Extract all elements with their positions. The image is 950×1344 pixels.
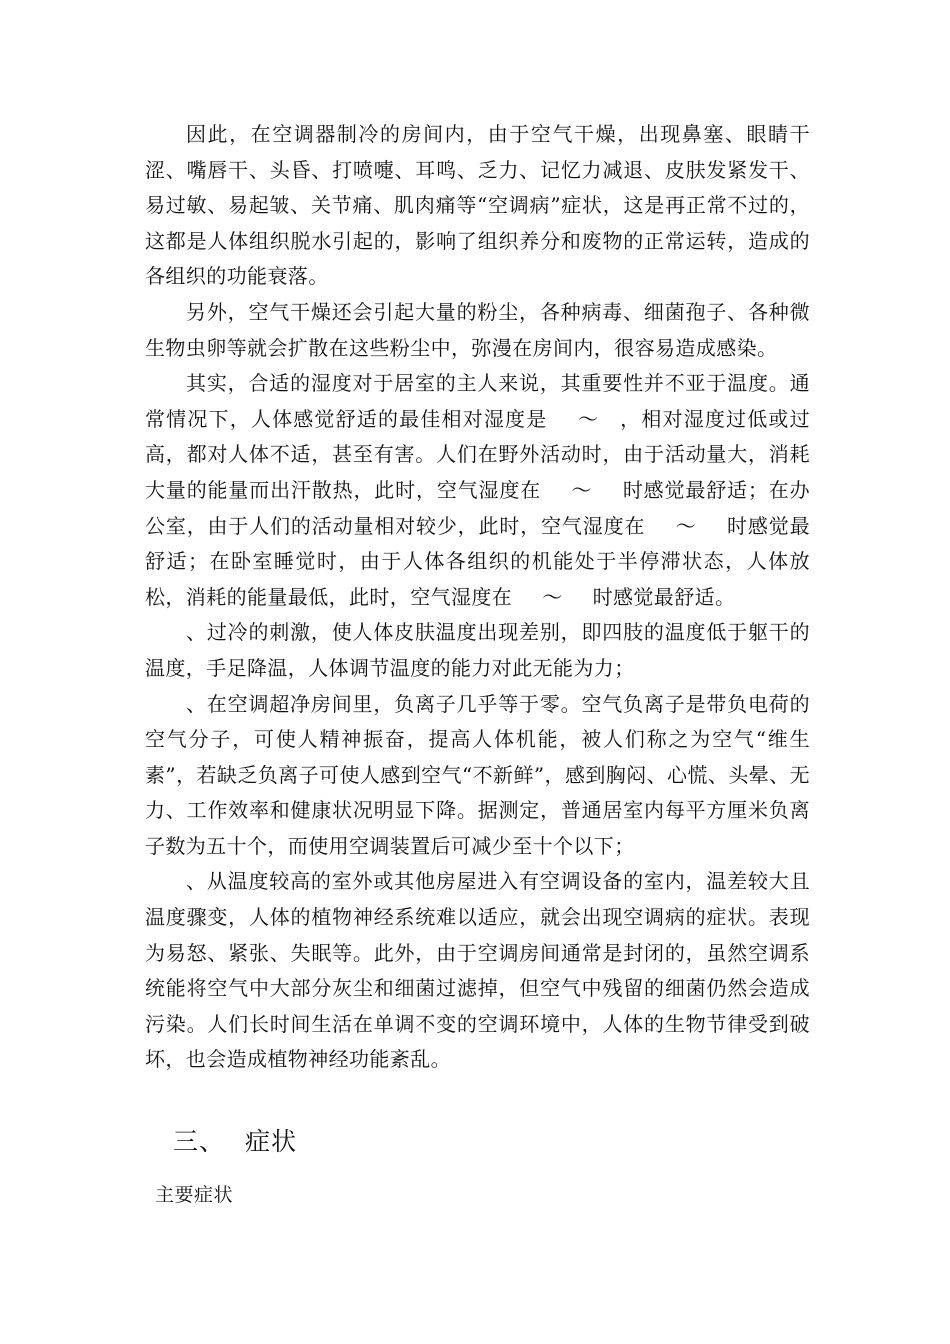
document-body <box>145 117 810 1078</box>
humidity-text-a: 其实，合适的湿度对于居室的主人来说，其重要性并不亚于温度。通常情况下，人体感觉舒适的最佳相对湿度是 <box>145 371 810 431</box>
section-number: 三、 <box>173 1127 226 1156</box>
range-tilde: ～ <box>577 406 600 431</box>
section-title: 症状 <box>245 1127 298 1156</box>
range-tilde: ～ <box>675 513 697 538</box>
paragraph-negative-ions: 、在空调超净房间里，负离子几乎等于零。空气负离子是带负电荷的空气分子，可使人精神振奋，提高人体机能，被人们称之为空气“维生素”，若缺乏负离子可使人感到空气“不新鲜”，感到胸闷、心慌、头晕、无力、工作效率和健康状况明显下降。据测定，普通居室内每平方厘米负离子数为五十个，而使用空调装置后可减少至十个以下； <box>145 691 810 858</box>
paragraph-cold-stimulus: 、过冷的刺激，使人体皮肤温度出现差别，即四肢的温度低于躯干的温度，手足降温，人体调节温度的能力对此无能为力； <box>145 620 810 680</box>
paragraph-humidity <box>145 366 810 615</box>
paragraph-dust-infection: 另外，空气干燥还会引起大量的粉尘，各种病毒、细菌孢子、各种微生物虫卵等就会扩散在这些粉尘中，弥漫在房间内，很容易造成感染。 <box>145 299 810 360</box>
subsection-heading: 主要症状 <box>155 1184 234 1206</box>
paragraph-temperature-change: 、从温度较高的室外或其他房屋进入有空调设备的室内，温差较大且温度骤变，人体的植物神经系统难以适应，就会出现空调病的症状。表现为易怒、紧张、失眠等。此外，由于空调房间通常是封闭的，虽然空调系统能将空气中大部分灰尘和细菌过滤掉，但空气中残留的细菌仍然会造成污染。人们长时间生活在单调不变的空调环境中，人体的生物节律受到破坏，也会造成植物神经功能紊乱。 <box>145 869 810 1072</box>
paragraph-dryness-symptoms: 因此，在空调器制冷的房间内，由于空气干燥，出现鼻塞、眼睛干涩、嘴唇干、头昏、打喷嚏、耳鸣、乏力、记忆力减退、皮肤发紧发干、易过敏、易起皱、关节痛、肌肉痛等“空调病”症状，这是再正常不过的，这都是人体组织脱水引起的，影响了组织养分和废物的正常运转，造成的各组织的功能衰落。 <box>145 122 810 289</box>
humidity-text-d: 时感觉最舒适；在卧室睡觉时，由于人体各组织的机能处于半停滞状态，人体放松，消耗的能量最低，此时，空气湿度在 <box>145 513 810 609</box>
humidity-text-e: 时感觉最舒适。 <box>592 584 736 609</box>
humidity-text-b: ，相对湿度过低或过高，都对人体不适，甚至有害。人们在野外活动时，由于活动量大，消耗大量的能量而出汗散热，此时，空气湿度在 <box>145 406 810 502</box>
humidity-text-c: 时感觉最舒适；在办公室，由于人们的活动量相对较少，此时，空气湿度在 <box>145 477 810 538</box>
range-tilde: ～ <box>542 584 563 609</box>
section-heading <box>173 1124 297 1160</box>
range-tilde: ～ <box>571 477 593 502</box>
